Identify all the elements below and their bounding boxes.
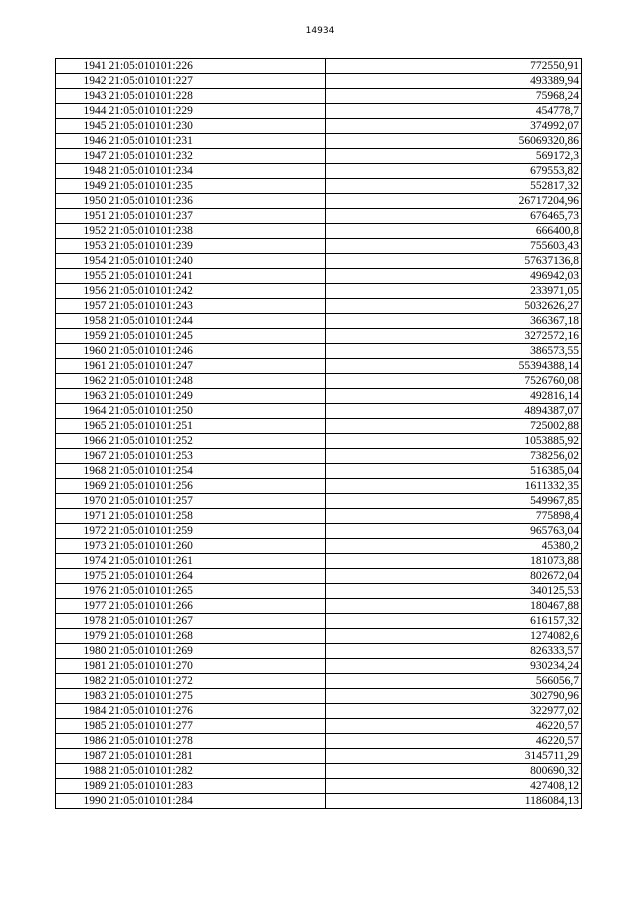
cadastral-number-cell: 21:05:010101:257 bbox=[108, 494, 326, 509]
row-number-cell: 1962 bbox=[56, 374, 108, 389]
row-number-cell: 1985 bbox=[56, 719, 108, 734]
table-row bbox=[56, 179, 582, 194]
cadastral-value-cell: 46220,57 bbox=[326, 734, 582, 749]
table-row bbox=[56, 374, 582, 389]
cadastral-value-cell: 826333,57 bbox=[326, 644, 582, 659]
table-row bbox=[56, 434, 582, 449]
cadastral-value-cell: 725002,88 bbox=[326, 419, 582, 434]
row-number-cell: 1941 bbox=[56, 59, 108, 74]
row-number-cell: 1945 bbox=[56, 119, 108, 134]
row-number-cell: 1982 bbox=[56, 674, 108, 689]
cadastral-number-cell: 21:05:010101:256 bbox=[108, 479, 326, 494]
cadastral-number-cell: 21:05:010101:268 bbox=[108, 629, 326, 644]
cadastral-number-cell: 21:05:010101:244 bbox=[108, 314, 326, 329]
row-number-cell: 1987 bbox=[56, 749, 108, 764]
cadastral-value-cell: 233971,05 bbox=[326, 284, 582, 299]
cadastral-value-cell: 802672,04 bbox=[326, 569, 582, 584]
cadastral-value-cell: 755603,43 bbox=[326, 239, 582, 254]
cadastral-value-cell: 302790,96 bbox=[326, 689, 582, 704]
table-row bbox=[56, 119, 582, 134]
row-number-cell: 1957 bbox=[56, 299, 108, 314]
table-row bbox=[56, 734, 582, 749]
table-row bbox=[56, 209, 582, 224]
table-row bbox=[56, 719, 582, 734]
table-row bbox=[56, 704, 582, 719]
row-number-cell: 1976 bbox=[56, 584, 108, 599]
table-row bbox=[56, 479, 582, 494]
cadastral-number-cell: 21:05:010101:245 bbox=[108, 329, 326, 344]
table-row bbox=[56, 164, 582, 179]
table-row bbox=[56, 194, 582, 209]
cadastral-value-cell: 1053885,92 bbox=[326, 434, 582, 449]
row-number-cell: 1971 bbox=[56, 509, 108, 524]
cadastral-number-cell: 21:05:010101:246 bbox=[108, 344, 326, 359]
cadastral-number-cell: 21:05:010101:284 bbox=[108, 794, 326, 809]
cadastral-number-cell: 21:05:010101:240 bbox=[108, 254, 326, 269]
cadastral-number-cell: 21:05:010101:260 bbox=[108, 539, 326, 554]
cadastral-value-cell: 7526760,08 bbox=[326, 374, 582, 389]
cadastral-number-cell: 21:05:010101:243 bbox=[108, 299, 326, 314]
cadastral-number-cell: 21:05:010101:267 bbox=[108, 614, 326, 629]
row-number-cell: 1990 bbox=[56, 794, 108, 809]
table-row bbox=[56, 689, 582, 704]
table-row bbox=[56, 554, 582, 569]
table-row bbox=[56, 614, 582, 629]
cadastral-number-cell: 21:05:010101:281 bbox=[108, 749, 326, 764]
row-number-cell: 1967 bbox=[56, 449, 108, 464]
row-number-cell: 1973 bbox=[56, 539, 108, 554]
table-row bbox=[56, 749, 582, 764]
table-row bbox=[56, 299, 582, 314]
table-row bbox=[56, 779, 582, 794]
cadastral-value-cell: 676465,73 bbox=[326, 209, 582, 224]
row-number-cell: 1970 bbox=[56, 494, 108, 509]
table-row bbox=[56, 269, 582, 284]
row-number-cell: 1964 bbox=[56, 404, 108, 419]
cadastral-value-cell: 930234,24 bbox=[326, 659, 582, 674]
row-number-cell: 1965 bbox=[56, 419, 108, 434]
cadastral-value-cell: 46220,57 bbox=[326, 719, 582, 734]
cadastral-number-cell: 21:05:010101:265 bbox=[108, 584, 326, 599]
table-row bbox=[56, 794, 582, 809]
table-row bbox=[56, 254, 582, 269]
cadastral-value-cell: 516385,04 bbox=[326, 464, 582, 479]
cadastral-number-cell: 21:05:010101:264 bbox=[108, 569, 326, 584]
table-row bbox=[56, 644, 582, 659]
table-row bbox=[56, 74, 582, 89]
row-number-cell: 1963 bbox=[56, 389, 108, 404]
cadastral-number-cell: 21:05:010101:270 bbox=[108, 659, 326, 674]
cadastral-number-cell: 21:05:010101:242 bbox=[108, 284, 326, 299]
table-row bbox=[56, 539, 582, 554]
row-number-cell: 1981 bbox=[56, 659, 108, 674]
cadastral-number-cell: 21:05:010101:248 bbox=[108, 374, 326, 389]
table-row bbox=[56, 494, 582, 509]
cadastral-value-cell: 340125,53 bbox=[326, 584, 582, 599]
cadastral-value-table bbox=[55, 58, 582, 809]
cadastral-value-cell: 26717204,96 bbox=[326, 194, 582, 209]
table-row bbox=[56, 464, 582, 479]
cadastral-value-cell: 616157,32 bbox=[326, 614, 582, 629]
cadastral-value-cell: 366367,18 bbox=[326, 314, 582, 329]
table-row bbox=[56, 314, 582, 329]
table-row bbox=[56, 329, 582, 344]
row-number-cell: 1969 bbox=[56, 479, 108, 494]
cadastral-value-cell: 800690,32 bbox=[326, 764, 582, 779]
cadastral-value-cell: 492816,14 bbox=[326, 389, 582, 404]
cadastral-number-cell: 21:05:010101:234 bbox=[108, 164, 326, 179]
row-number-cell: 1977 bbox=[56, 599, 108, 614]
table-row bbox=[56, 344, 582, 359]
table-row bbox=[56, 389, 582, 404]
table-row bbox=[56, 134, 582, 149]
row-number-cell: 1948 bbox=[56, 164, 108, 179]
row-number-cell: 1986 bbox=[56, 734, 108, 749]
cadastral-number-cell: 21:05:010101:232 bbox=[108, 149, 326, 164]
table-body bbox=[56, 59, 582, 809]
row-number-cell: 1980 bbox=[56, 644, 108, 659]
row-number-cell: 1972 bbox=[56, 524, 108, 539]
cadastral-value-cell: 427408,12 bbox=[326, 779, 582, 794]
cadastral-number-cell: 21:05:010101:231 bbox=[108, 134, 326, 149]
row-number-cell: 1951 bbox=[56, 209, 108, 224]
cadastral-value-cell: 57637136,8 bbox=[326, 254, 582, 269]
row-number-cell: 1983 bbox=[56, 689, 108, 704]
cadastral-value-cell: 1611332,35 bbox=[326, 479, 582, 494]
row-number-cell: 1955 bbox=[56, 269, 108, 284]
table-row bbox=[56, 224, 582, 239]
table-row bbox=[56, 659, 582, 674]
cadastral-value-cell: 552817,32 bbox=[326, 179, 582, 194]
cadastral-number-cell: 21:05:010101:254 bbox=[108, 464, 326, 479]
cadastral-number-cell: 21:05:010101:249 bbox=[108, 389, 326, 404]
table-row bbox=[56, 149, 582, 164]
cadastral-value-cell: 3272572,16 bbox=[326, 329, 582, 344]
cadastral-value-cell: 569172,3 bbox=[326, 149, 582, 164]
cadastral-value-cell: 965763,04 bbox=[326, 524, 582, 539]
table-row bbox=[56, 509, 582, 524]
table-row bbox=[56, 404, 582, 419]
cadastral-value-cell: 3145711,29 bbox=[326, 749, 582, 764]
row-number-cell: 1989 bbox=[56, 779, 108, 794]
cadastral-value-cell: 679553,82 bbox=[326, 164, 582, 179]
table-row bbox=[56, 569, 582, 584]
cadastral-value-cell: 4894387,07 bbox=[326, 404, 582, 419]
cadastral-number-cell: 21:05:010101:269 bbox=[108, 644, 326, 659]
cadastral-value-cell: 1186084,13 bbox=[326, 794, 582, 809]
table-row bbox=[56, 59, 582, 74]
cadastral-number-cell: 21:05:010101:252 bbox=[108, 434, 326, 449]
cadastral-value-cell: 493389,94 bbox=[326, 74, 582, 89]
row-number-cell: 1950 bbox=[56, 194, 108, 209]
cadastral-value-cell: 772550,91 bbox=[326, 59, 582, 74]
cadastral-value-cell: 56069320,86 bbox=[326, 134, 582, 149]
row-number-cell: 1978 bbox=[56, 614, 108, 629]
table-row bbox=[56, 764, 582, 779]
table-row bbox=[56, 599, 582, 614]
cadastral-number-cell: 21:05:010101:258 bbox=[108, 509, 326, 524]
table-row bbox=[56, 104, 582, 119]
cadastral-number-cell: 21:05:010101:238 bbox=[108, 224, 326, 239]
cadastral-number-cell: 21:05:010101:229 bbox=[108, 104, 326, 119]
row-number-cell: 1952 bbox=[56, 224, 108, 239]
row-number-cell: 1949 bbox=[56, 179, 108, 194]
cadastral-number-cell: 21:05:010101:235 bbox=[108, 179, 326, 194]
cadastral-number-cell: 21:05:010101:228 bbox=[108, 89, 326, 104]
row-number-cell: 1944 bbox=[56, 104, 108, 119]
cadastral-number-cell: 21:05:010101:278 bbox=[108, 734, 326, 749]
row-number-cell: 1954 bbox=[56, 254, 108, 269]
cadastral-value-cell: 496942,03 bbox=[326, 269, 582, 284]
cadastral-value-cell: 775898,4 bbox=[326, 509, 582, 524]
cadastral-number-cell: 21:05:010101:237 bbox=[108, 209, 326, 224]
row-number-cell: 1988 bbox=[56, 764, 108, 779]
cadastral-number-cell: 21:05:010101:272 bbox=[108, 674, 326, 689]
row-number-cell: 1961 bbox=[56, 359, 108, 374]
cadastral-value-cell: 738256,02 bbox=[326, 449, 582, 464]
table-row bbox=[56, 674, 582, 689]
row-number-cell: 1953 bbox=[56, 239, 108, 254]
cadastral-value-cell: 322977,02 bbox=[326, 704, 582, 719]
table-row bbox=[56, 524, 582, 539]
cadastral-number-cell: 21:05:010101:241 bbox=[108, 269, 326, 284]
cadastral-value-cell: 374992,07 bbox=[326, 119, 582, 134]
cadastral-number-cell: 21:05:010101:282 bbox=[108, 764, 326, 779]
table-row bbox=[56, 629, 582, 644]
row-number-cell: 1959 bbox=[56, 329, 108, 344]
cadastral-number-cell: 21:05:010101:253 bbox=[108, 449, 326, 464]
cadastral-value-cell: 75968,24 bbox=[326, 89, 582, 104]
cadastral-number-cell: 21:05:010101:275 bbox=[108, 689, 326, 704]
cadastral-value-cell: 549967,85 bbox=[326, 494, 582, 509]
row-number-cell: 1974 bbox=[56, 554, 108, 569]
table-row bbox=[56, 449, 582, 464]
cadastral-number-cell: 21:05:010101:250 bbox=[108, 404, 326, 419]
row-number-cell: 1943 bbox=[56, 89, 108, 104]
row-number-cell: 1946 bbox=[56, 134, 108, 149]
row-number-cell: 1968 bbox=[56, 464, 108, 479]
cadastral-number-cell: 21:05:010101:259 bbox=[108, 524, 326, 539]
cadastral-value-cell: 55394388,14 bbox=[326, 359, 582, 374]
cadastral-number-cell: 21:05:010101:277 bbox=[108, 719, 326, 734]
row-number-cell: 1975 bbox=[56, 569, 108, 584]
table-row bbox=[56, 284, 582, 299]
row-number-cell: 1956 bbox=[56, 284, 108, 299]
cadastral-number-cell: 21:05:010101:226 bbox=[108, 59, 326, 74]
cadastral-number-cell: 21:05:010101:230 bbox=[108, 119, 326, 134]
cadastral-value-cell: 666400,8 bbox=[326, 224, 582, 239]
cadastral-value-cell: 180467,88 bbox=[326, 599, 582, 614]
cadastral-value-cell: 181073,88 bbox=[326, 554, 582, 569]
cadastral-number-cell: 21:05:010101:283 bbox=[108, 779, 326, 794]
cadastral-number-cell: 21:05:010101:239 bbox=[108, 239, 326, 254]
cadastral-number-cell: 21:05:010101:236 bbox=[108, 194, 326, 209]
row-number-cell: 1960 bbox=[56, 344, 108, 359]
page-number: 14934 bbox=[305, 26, 335, 36]
row-number-cell: 1984 bbox=[56, 704, 108, 719]
table-row bbox=[56, 89, 582, 104]
row-number-cell: 1942 bbox=[56, 74, 108, 89]
cadastral-value-cell: 566056,7 bbox=[326, 674, 582, 689]
cadastral-number-cell: 21:05:010101:276 bbox=[108, 704, 326, 719]
cadastral-number-cell: 21:05:010101:261 bbox=[108, 554, 326, 569]
table-row bbox=[56, 239, 582, 254]
row-number-cell: 1947 bbox=[56, 149, 108, 164]
cadastral-value-cell: 45380,2 bbox=[326, 539, 582, 554]
cadastral-value-cell: 386573,55 bbox=[326, 344, 582, 359]
cadastral-number-cell: 21:05:010101:227 bbox=[108, 74, 326, 89]
table-row bbox=[56, 359, 582, 374]
row-number-cell: 1966 bbox=[56, 434, 108, 449]
cadastral-value-cell: 454778,7 bbox=[326, 104, 582, 119]
table-row bbox=[56, 419, 582, 434]
row-number-cell: 1958 bbox=[56, 314, 108, 329]
cadastral-number-cell: 21:05:010101:266 bbox=[108, 599, 326, 614]
cadastral-value-cell: 5032626,27 bbox=[326, 299, 582, 314]
table-row bbox=[56, 584, 582, 599]
row-number-cell: 1979 bbox=[56, 629, 108, 644]
cadastral-number-cell: 21:05:010101:251 bbox=[108, 419, 326, 434]
cadastral-value-cell: 1274082,6 bbox=[326, 629, 582, 644]
cadastral-number-cell: 21:05:010101:247 bbox=[108, 359, 326, 374]
